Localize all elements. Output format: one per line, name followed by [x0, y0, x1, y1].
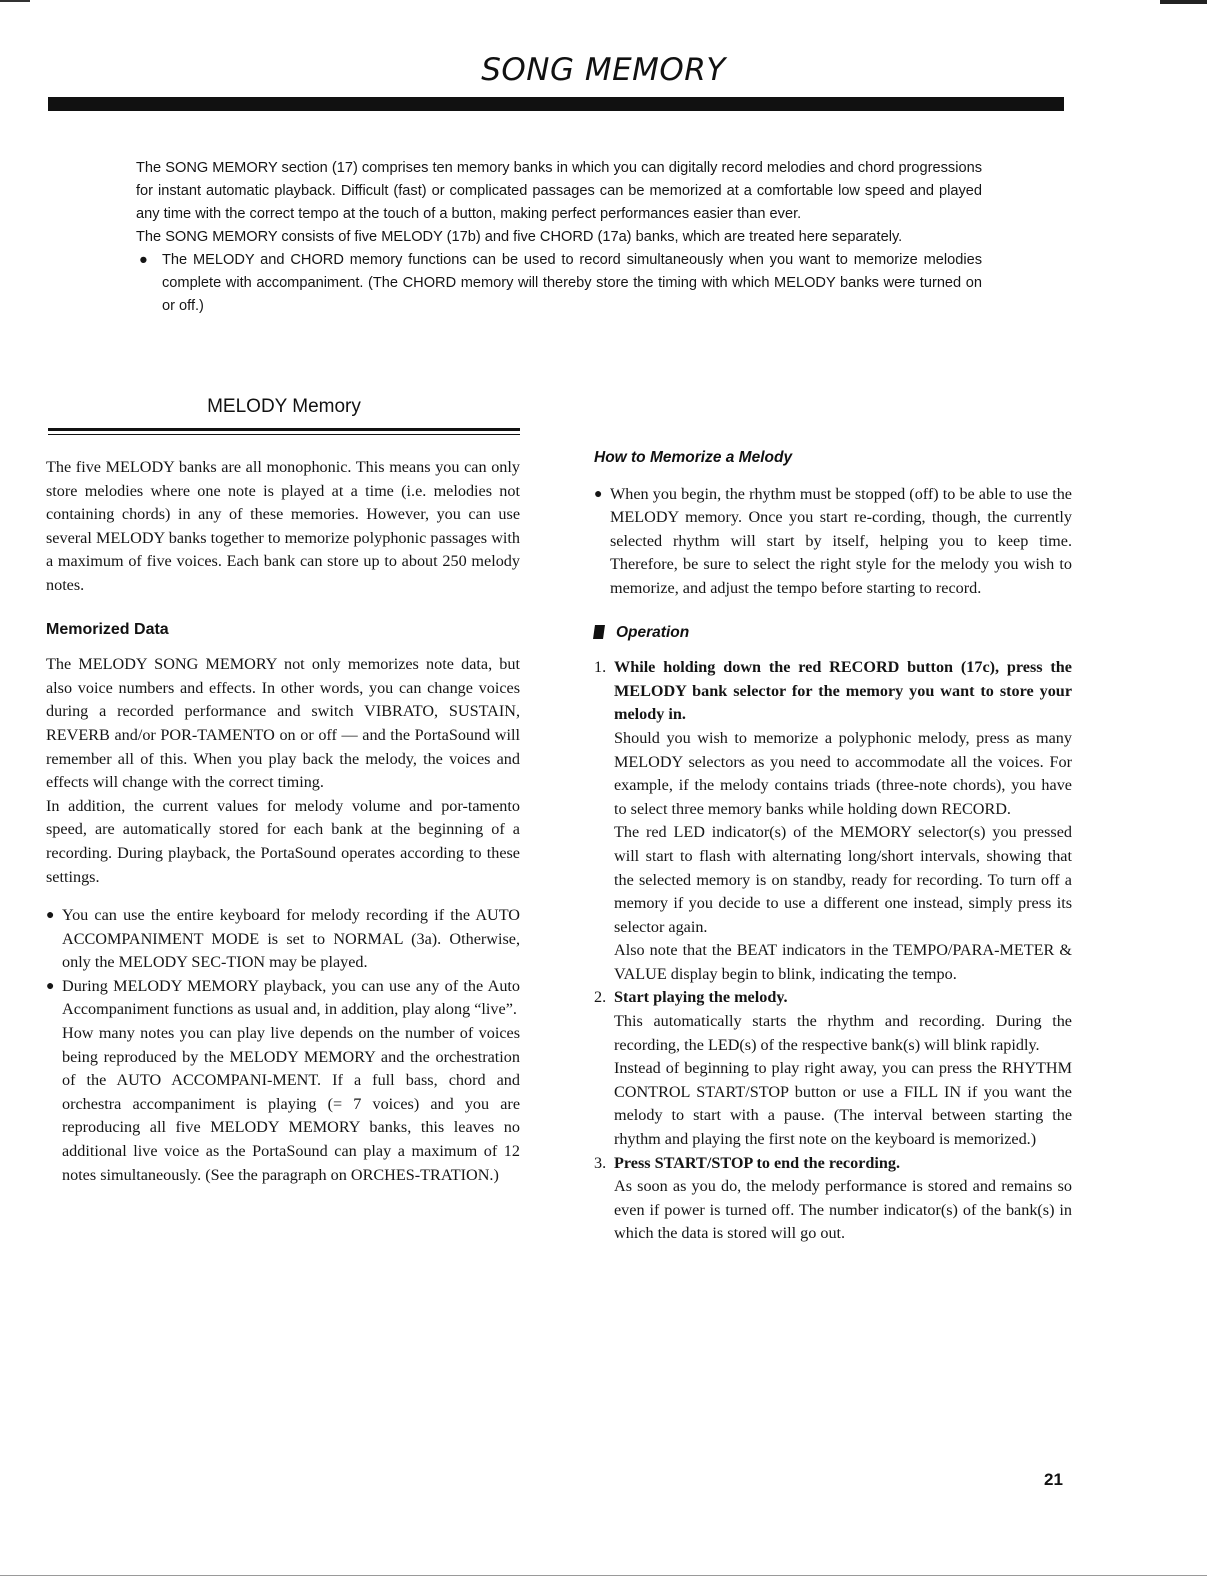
melody-memory-paragraph: The five MELODY banks are all monophonic. This means you can only store melodies where one note is played at a time (i.e. melodies not containing chords) in any of these memories. However, you can use several MELODY banks together to memorize polyphonic passages with a maximum of five voices. Each bank can store up to about 250 melody notes. — [46, 458, 520, 594]
section-rule — [48, 434, 520, 435]
list-item — [46, 904, 520, 975]
memorized-data-heading: Memorized Data — [46, 620, 169, 638]
section-rule — [48, 428, 520, 431]
step-content — [614, 1152, 1072, 1246]
list-item-text: During MELODY MEMORY playback, you can use any of the Auto Accompaniment functions as usual and, in addition, play along “live”. — [62, 976, 520, 1019]
scan-edge-mark — [0, 0, 30, 2]
intro-paragraph: The SONG MEMORY consists of five MELODY (17b) and five CHORD (17a) banks, which are treated here separately. — [136, 229, 903, 245]
list-item-text: When you begin, the rhythm must be stopped (off) to be able to use the MELODY memory. Once you start re-cording, though, the currently selected rhythm will start by itself, helping you to keep time. Therefore, be sure to select the right style for the melody you wish to memorize, and adjust the tempo before starting to record. — [610, 484, 1072, 597]
memorized-data-paragraph: In addition, the current values for melody volume and por-tamento speed, are automatically stored for each bank at the beginning of a recording. During playback, the PortaSound operates according to these settings. — [46, 796, 520, 886]
step-content — [614, 656, 1072, 986]
step-instruction: Press START/STOP to end the recording. — [614, 1153, 901, 1172]
step-number: 2. — [594, 988, 607, 1007]
step-content — [614, 986, 1072, 1151]
step-number: 3. — [594, 1153, 607, 1172]
operation-step — [594, 1152, 1072, 1246]
memorized-data-paragraph: The MELODY SONG MEMORY not only memorizes note data, but also voice numbers and effects. In other words, you can change voices during a recorded performance and switch VIBRATO, SUSTAIN, REVERB and/or POR-TAMENTO on or off — and the PortaSound will remember all of this. When you play back the melody, the voices and effects will change with the correct timing. — [46, 655, 520, 792]
intro-section — [136, 157, 982, 318]
bullet-icon: ● — [46, 978, 55, 994]
step-text: As soon as you do, the melody performance is stored and remains so even if power is turned off. The number indicator(s) of the bank(s) in which the data is stored will go out. — [614, 1177, 1072, 1243]
step-text: Should you wish to memorize a polyphonic melody, press as many MELODY selectors as you need to accommodate all the voices. For example, if the melody contains triads (three-note chords), you have to select three memory banks while holding down RECORD. — [614, 728, 1072, 818]
bullet-icon: ● — [594, 486, 603, 502]
scan-corner-mark — [1160, 0, 1207, 4]
list-item-text: How many notes you can play live depends on the number of voices being reproduced by the MELODY MEMORY and the orchestration of the AUTO ACCOMPANI-MENT. If a full bass, chord and orchestra accompaniment is playing (= 7 voices) and you are reproducing all five MELODY MEMORY banks, this leaves no additional live voice as the PortaSound can play a maximum of 12 notes simultaneously. (See the paragraph on ORCHES-TRATION.) — [62, 1024, 520, 1184]
list-item-text: You can use the entire keyboard for melody recording if the AUTO ACCOMPANIMENT MODE is set to NORMAL (3a). Otherwise, only the MELODY SEC-TION may be played. — [62, 906, 520, 972]
step-text: This automatically starts the rhythm and recording. During the recording, the LED(s) of the respective bank(s) will blink rapidly. — [614, 1012, 1072, 1054]
title-bar — [48, 97, 1064, 111]
step-text: Instead of beginning to play right away, you can press the RHYTHM CONTROL START/STOP button or use a FILL IN if you want the melody to start with a pause. (The interval between starting the rhythm and playing the first note on the keyboard is memorized.) — [614, 1059, 1072, 1149]
step-text: The red LED indicator(s) of the MEMORY selector(s) you pressed will start to flash with alternating long/short intervals, showing that the selected memory is on standby, ready for recording. To turn off a memory if you decide to use a different one instead, simply press its selector again. — [614, 823, 1072, 936]
list-item — [594, 483, 1072, 601]
operation-heading-text: Operation — [616, 623, 690, 641]
step-text: Also note that the BEAT indicators in the TEMPO/PARA-METER & VALUE display begin to blink, indicating the tempo. — [614, 941, 1072, 983]
how-to-heading: How to Memorize a Melody — [594, 449, 793, 466]
right-column — [594, 446, 1072, 1246]
page-title: SONG MEMORY — [481, 52, 726, 88]
step-number: 1. — [594, 658, 607, 677]
left-column — [46, 456, 520, 1187]
operation-step — [594, 656, 1072, 986]
step-instruction: Start playing the melody. — [614, 988, 788, 1007]
square-bullet-icon — [593, 625, 605, 639]
operation-step — [594, 986, 1072, 1151]
intro-bullet — [136, 249, 982, 318]
list-item — [46, 975, 520, 1187]
scan-bottom-edge — [0, 1575, 1207, 1576]
section-heading-melody-memory: MELODY Memory — [207, 396, 361, 417]
list-item-content — [62, 975, 520, 1187]
intro-paragraph: The SONG MEMORY section (17) comprises ten memory banks in which you can digitally record melodies and chord progressions for instant automatic playback. Difficult (fast) or complicated passages can be memorized at a comfortable low speed and played any time with the correct tempo at the touch of a button, making perfect performances easier than ever. — [136, 160, 982, 222]
bullet-icon: ● — [46, 908, 55, 924]
page-number: 21 — [1044, 1470, 1063, 1489]
step-instruction: While holding down the red RECORD button (17c), press the MELODY bank selector for the memory you want to store your melody in. — [614, 658, 1072, 724]
bullet-icon: ● — [139, 252, 148, 268]
intro-bullet-text: The MELODY and CHORD memory functions can be used to record simultaneously when you want to memorize melodies complete with accompaniment. (The CHORD memory will thereby store the timing with which MELODY banks were turned on or off.) — [162, 252, 982, 314]
operation-heading — [594, 621, 1072, 645]
